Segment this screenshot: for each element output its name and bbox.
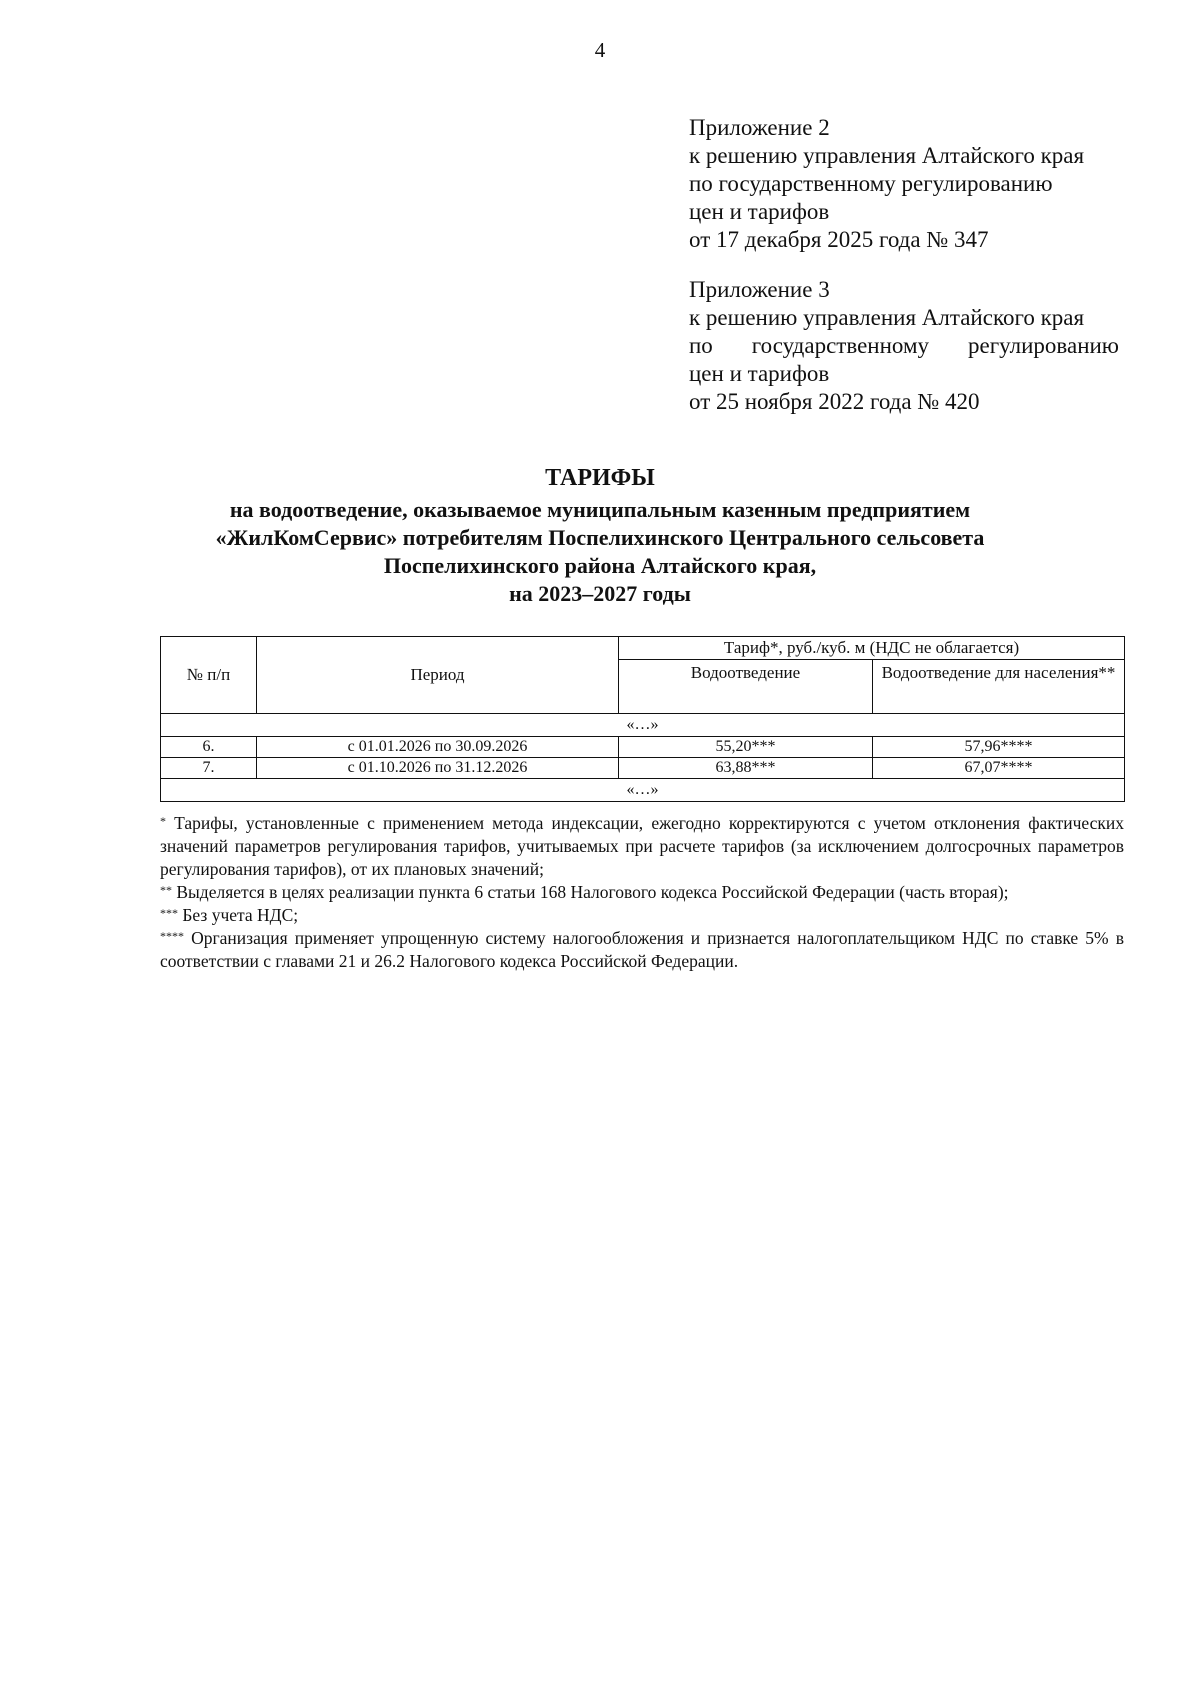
footnote-marker: * xyxy=(160,814,166,828)
tariff-table xyxy=(160,636,1125,802)
appendix-3-line: к решению управления Алтайского края xyxy=(689,305,1085,330)
appendix-2-line: по государственному регулированию xyxy=(689,171,1053,196)
header-period: Период xyxy=(257,637,619,714)
footnote-marker: ** xyxy=(160,883,172,897)
footnote-text: Организация применяет упрощенную систему налогообложения и признается налогоплательщиком НДС по ставке 5% в соответствии с главами 21 и 26.2 Налогового кодекса Российской Федерации. xyxy=(160,928,1124,971)
footnote-text: Выделяется в целях реализации пункта 6 статьи 168 Налогового кодекса Российской Федерации (часть вторая); xyxy=(172,882,1009,902)
footnote-marker: *** xyxy=(160,906,178,920)
footnote-marker: **** xyxy=(160,929,184,943)
title-line: «ЖилКомСервис» потребителям Поспелихинского Центрального сельсовета xyxy=(215,525,985,550)
row-period: с 01.01.2026 по 30.09.2026 xyxy=(257,737,619,758)
appendix-3-date: от 25 ноября 2022 года № 420 xyxy=(689,389,980,414)
row-num: 7. xyxy=(161,758,257,779)
appendix-2-block xyxy=(689,114,1119,254)
appendix-3-line: по государственному регулированию xyxy=(689,333,1119,358)
row-num: 6. xyxy=(161,737,257,758)
header-num: № п/п xyxy=(161,637,257,714)
row-drainage: 55,20*** xyxy=(619,737,873,758)
appendix-2-date: от 17 декабря 2025 года № 347 xyxy=(689,227,989,252)
header-drainage-population: Водоотведение для населения** xyxy=(873,660,1125,714)
document-title xyxy=(0,463,1200,608)
row-drainage: 63,88*** xyxy=(619,758,873,779)
title-line: на водоотведение, оказываемое муниципальным казенным предприятием xyxy=(229,497,971,522)
title-line: на 2023–2027 годы xyxy=(509,581,691,606)
table-ellipsis: «…» xyxy=(161,714,1125,737)
row-population: 57,96**** xyxy=(873,737,1125,758)
table-row xyxy=(161,758,1125,779)
footnote-text: Без учета НДС; xyxy=(178,905,299,925)
table-row xyxy=(161,737,1125,758)
appendix-2-line: к решению управления Алтайского края xyxy=(689,143,1085,168)
appendix-2-line: цен и тарифов xyxy=(689,199,830,224)
footnote xyxy=(160,812,1124,881)
page-number: 4 xyxy=(594,38,606,62)
header-drainage: Водоотведение xyxy=(619,660,873,714)
appendix-3-block xyxy=(689,276,1119,416)
footnotes xyxy=(160,812,1124,973)
header-tariff-group: Тариф*, руб./куб. м (НДС не облагается) xyxy=(619,637,1125,660)
row-population: 67,07**** xyxy=(873,758,1125,779)
footnote xyxy=(160,904,1124,927)
appendix-2-heading: Приложение 2 xyxy=(689,115,830,140)
footnote-text: Тарифы, установленные с применением метода индексации, ежегодно корректируются с учетом отклонения фактических значений параметров регулирования тарифов, учитываемых при расчете тарифов (за исключением долгосрочных параметров регулирования тарифов), от их плановых значений; xyxy=(160,813,1124,879)
title-heading: ТАРИФЫ xyxy=(545,465,655,491)
title-line: Поспелихинского района Алтайского края, xyxy=(383,553,817,578)
table-ellipsis: «…» xyxy=(161,779,1125,802)
footnote xyxy=(160,927,1124,973)
footnote xyxy=(160,881,1124,904)
appendix-3-heading: Приложение 3 xyxy=(689,277,830,302)
row-period: с 01.10.2026 по 31.12.2026 xyxy=(257,758,619,779)
appendix-3-line: цен и тарифов xyxy=(689,361,830,386)
